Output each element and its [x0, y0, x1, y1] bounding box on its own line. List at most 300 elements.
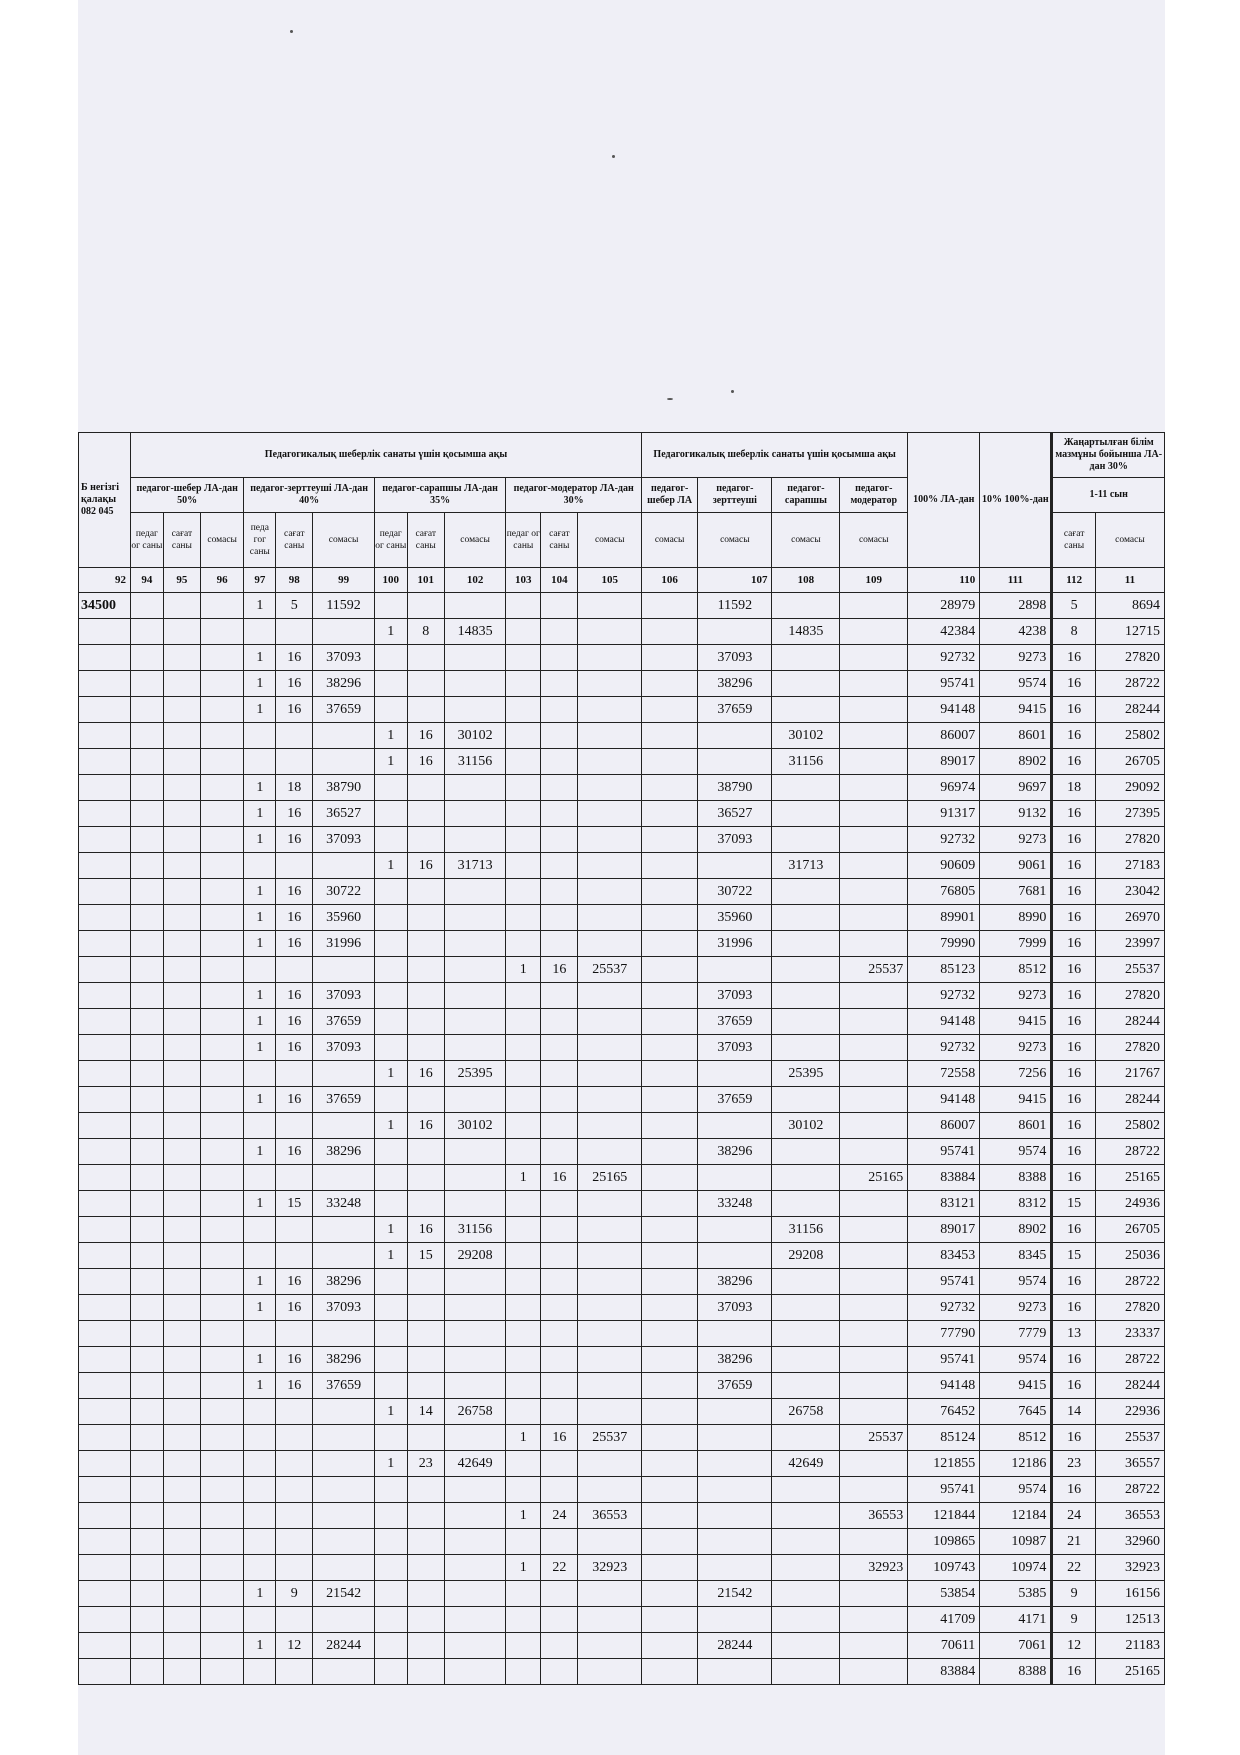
table-cell: 9273 [980, 983, 1052, 1009]
table-cell: 86007 [908, 1113, 980, 1139]
table-cell: 24936 [1095, 1191, 1164, 1217]
table-cell [444, 1295, 506, 1321]
table-cell: 28722 [1095, 1139, 1164, 1165]
table-cell: 23997 [1095, 931, 1164, 957]
table-cell: 16 [1052, 931, 1095, 957]
table-cell: 21183 [1095, 1633, 1164, 1659]
table-cell [276, 1555, 313, 1581]
table-cell [200, 1503, 243, 1529]
table-cell [506, 1633, 541, 1659]
table-cell: 9697 [980, 775, 1052, 801]
table-cell [840, 1659, 908, 1685]
table-cell [244, 1321, 276, 1347]
table-cell: 9132 [980, 801, 1052, 827]
table-cell: 7681 [980, 879, 1052, 905]
table-cell [163, 1321, 200, 1347]
header-hours: сағат саны [1052, 513, 1095, 568]
table-cell [772, 671, 840, 697]
table-cell [200, 1581, 243, 1607]
table-cell [163, 1555, 200, 1581]
table-cell [407, 697, 444, 723]
table-cell: 26705 [1095, 749, 1164, 775]
table-cell: 27820 [1095, 983, 1164, 1009]
table-cell [163, 1425, 200, 1451]
table-cell [79, 671, 131, 697]
table-cell [244, 749, 276, 775]
table-cell [840, 697, 908, 723]
header-b-sarapshy: педагог-сарапшы [772, 478, 840, 513]
table-cell [541, 931, 578, 957]
table-cell: 16 [276, 801, 313, 827]
table-cell [79, 723, 131, 749]
table-cell: 94148 [908, 1087, 980, 1113]
table-row [79, 1607, 1165, 1633]
table-cell: 9574 [980, 1269, 1052, 1295]
table-cell [698, 619, 772, 645]
table-cell: 8 [1052, 619, 1095, 645]
table-cell [200, 1243, 243, 1269]
header-amount: сомасы [1095, 513, 1164, 568]
header-base-salary: Б негізгі қалақы 082 045 [79, 433, 131, 568]
table-cell [130, 645, 163, 671]
table-cell [79, 1061, 131, 1087]
table-cell [444, 697, 506, 723]
table-cell [163, 853, 200, 879]
table-cell [642, 1217, 698, 1243]
table-cell [200, 1425, 243, 1451]
table-cell [200, 1633, 243, 1659]
table-cell: 10987 [980, 1529, 1052, 1555]
table-cell [244, 1113, 276, 1139]
table-cell [244, 1477, 276, 1503]
table-cell [200, 1321, 243, 1347]
table-cell [313, 1659, 375, 1685]
table-cell [200, 1295, 243, 1321]
table-cell [444, 1269, 506, 1295]
table-cell [79, 749, 131, 775]
table-cell [840, 1035, 908, 1061]
table-cell [130, 1659, 163, 1685]
table-cell [444, 801, 506, 827]
table-cell [444, 1191, 506, 1217]
table-cell [79, 1087, 131, 1113]
table-cell [130, 1139, 163, 1165]
table-cell [578, 723, 642, 749]
table-cell [130, 1555, 163, 1581]
table-cell: 53854 [908, 1581, 980, 1607]
table-cell: 28722 [1095, 671, 1164, 697]
table-cell [840, 671, 908, 697]
table-cell: 21542 [313, 1581, 375, 1607]
table-cell [642, 723, 698, 749]
table-cell [130, 1009, 163, 1035]
table-cell: 9415 [980, 1009, 1052, 1035]
table-row [79, 1425, 1165, 1451]
header-sarapshy: педагог-сарапшы ЛА-дан 35% [374, 478, 505, 513]
table-cell [506, 827, 541, 853]
table-cell [313, 1217, 375, 1243]
table-cell [840, 1477, 908, 1503]
column-number: 105 [578, 568, 642, 593]
table-cell: 1 [244, 645, 276, 671]
table-cell [578, 1191, 642, 1217]
table-cell [541, 879, 578, 905]
table-cell: 16 [1052, 1425, 1095, 1451]
table-cell [374, 1633, 407, 1659]
table-cell [244, 1061, 276, 1087]
table-row [79, 749, 1165, 775]
table-cell [374, 1321, 407, 1347]
table-cell: 109743 [908, 1555, 980, 1581]
table-cell: 91317 [908, 801, 980, 827]
table-cell: 36553 [1095, 1503, 1164, 1529]
table-cell [130, 723, 163, 749]
table-cell [200, 1477, 243, 1503]
header-b-moderator: педагог-модератор [840, 478, 908, 513]
table-cell [506, 1217, 541, 1243]
table-cell [541, 1217, 578, 1243]
table-cell [444, 1633, 506, 1659]
table-cell [79, 1477, 131, 1503]
table-cell [374, 671, 407, 697]
table-cell [163, 1581, 200, 1607]
table-cell [79, 1009, 131, 1035]
table-cell: 79990 [908, 931, 980, 957]
table-row [79, 905, 1165, 931]
table-cell [200, 775, 243, 801]
table-cell [642, 1451, 698, 1477]
table-cell: 23 [1052, 1451, 1095, 1477]
table-cell: 16 [1052, 1295, 1095, 1321]
table-cell [374, 1191, 407, 1217]
table-cell: 21542 [698, 1581, 772, 1607]
table-cell [79, 1165, 131, 1191]
table-cell [200, 1087, 243, 1113]
table-cell: 9 [1052, 1607, 1095, 1633]
table-cell: 27820 [1095, 1035, 1164, 1061]
table-cell [79, 1633, 131, 1659]
table-cell [772, 1165, 840, 1191]
table-cell [163, 1087, 200, 1113]
table-cell: 35960 [313, 905, 375, 931]
table-cell: 36527 [313, 801, 375, 827]
table-cell [79, 931, 131, 957]
table-cell: 37659 [698, 697, 772, 723]
table-cell [578, 1321, 642, 1347]
table-cell [578, 1009, 642, 1035]
table-cell [506, 775, 541, 801]
table-cell [79, 1295, 131, 1321]
table-cell [130, 1529, 163, 1555]
table-cell [79, 1139, 131, 1165]
table-cell [79, 1321, 131, 1347]
table-cell: 38790 [313, 775, 375, 801]
table-cell [698, 723, 772, 749]
table-row [79, 1659, 1165, 1685]
table-cell [407, 1191, 444, 1217]
table-cell: 31156 [444, 749, 506, 775]
table-cell [840, 801, 908, 827]
table-cell: 7645 [980, 1399, 1052, 1425]
table-cell [130, 853, 163, 879]
table-cell [772, 1295, 840, 1321]
table-cell [698, 749, 772, 775]
table-cell: 9 [1052, 1581, 1095, 1607]
table-cell [772, 1035, 840, 1061]
table-cell: 1 [244, 1373, 276, 1399]
table-cell [444, 1659, 506, 1685]
table-cell [407, 931, 444, 957]
table-cell [200, 1659, 243, 1685]
table-cell [407, 983, 444, 1009]
table-cell [163, 1633, 200, 1659]
table-cell: 1 [244, 1347, 276, 1373]
table-cell [642, 801, 698, 827]
table-cell [578, 775, 642, 801]
table-cell [163, 1009, 200, 1035]
table-row [79, 1581, 1165, 1607]
table-cell: 28722 [1095, 1347, 1164, 1373]
table-cell: 16 [276, 645, 313, 671]
table-cell [642, 593, 698, 619]
table-cell [444, 1503, 506, 1529]
table-cell [163, 671, 200, 697]
table-cell [541, 983, 578, 1009]
table-cell [541, 1139, 578, 1165]
table-cell: 1 [244, 1191, 276, 1217]
table-cell [772, 1503, 840, 1529]
table-cell [313, 1425, 375, 1451]
table-cell [163, 1451, 200, 1477]
table-cell [642, 619, 698, 645]
table-cell: 31156 [772, 1217, 840, 1243]
table-cell: 95741 [908, 1269, 980, 1295]
table-cell: 16 [276, 671, 313, 697]
table-cell: 1 [244, 931, 276, 957]
table-cell [374, 645, 407, 671]
table-cell [642, 1347, 698, 1373]
table-cell: 1 [244, 905, 276, 931]
table-cell: 9415 [980, 1373, 1052, 1399]
table-cell: 14 [407, 1399, 444, 1425]
table-cell [840, 593, 908, 619]
table-cell [578, 749, 642, 775]
table-cell [374, 1087, 407, 1113]
table-cell [79, 1399, 131, 1425]
table-cell: 38296 [698, 1269, 772, 1295]
table-cell [840, 1633, 908, 1659]
table-cell: 37093 [313, 827, 375, 853]
table-cell [163, 1035, 200, 1061]
table-cell: 4171 [980, 1607, 1052, 1633]
table-cell: 1 [244, 1581, 276, 1607]
table-cell [130, 619, 163, 645]
table-row [79, 1503, 1165, 1529]
table-cell [444, 1009, 506, 1035]
table-cell [578, 1295, 642, 1321]
table-cell [772, 1425, 840, 1451]
table-cell: 92732 [908, 1035, 980, 1061]
table-cell [772, 801, 840, 827]
table-cell: 83884 [908, 1659, 980, 1685]
table-cell: 37093 [698, 827, 772, 853]
table-cell [578, 697, 642, 723]
table-cell: 31156 [444, 1217, 506, 1243]
table-cell [444, 1165, 506, 1191]
table-cell [772, 931, 840, 957]
column-number: 104 [541, 568, 578, 593]
table-cell [578, 1061, 642, 1087]
table-cell: 18 [276, 775, 313, 801]
column-number: 11 [1095, 568, 1164, 593]
table-cell [79, 1269, 131, 1295]
table-cell [200, 1347, 243, 1373]
table-cell: 24 [1052, 1503, 1095, 1529]
table-cell [840, 1113, 908, 1139]
table-row [79, 931, 1165, 957]
table-cell: 25537 [840, 957, 908, 983]
table-cell: 31713 [772, 853, 840, 879]
table-cell: 38296 [313, 1269, 375, 1295]
table-cell [506, 697, 541, 723]
table-cell: 8388 [980, 1659, 1052, 1685]
table-cell [407, 1035, 444, 1061]
table-cell [374, 1295, 407, 1321]
table-cell [276, 1321, 313, 1347]
table-cell: 26758 [444, 1399, 506, 1425]
table-cell [642, 697, 698, 723]
table-cell [772, 1009, 840, 1035]
table-cell [276, 1607, 313, 1633]
table-cell [840, 931, 908, 957]
table-cell: 16 [407, 723, 444, 749]
table-cell: 37093 [313, 983, 375, 1009]
table-cell: 1 [374, 1217, 407, 1243]
table-cell: 16 [1052, 1217, 1095, 1243]
table-cell [407, 775, 444, 801]
table-cell [163, 1113, 200, 1139]
table-cell [698, 853, 772, 879]
table-cell [130, 1373, 163, 1399]
table-cell [130, 1295, 163, 1321]
table-cell [313, 723, 375, 749]
table-cell [698, 1217, 772, 1243]
table-cell [276, 749, 313, 775]
table-cell: 42384 [908, 619, 980, 645]
table-row [79, 1529, 1165, 1555]
table-cell: 12184 [980, 1503, 1052, 1529]
table-cell [642, 775, 698, 801]
table-cell [506, 1009, 541, 1035]
table-cell [541, 1061, 578, 1087]
table-cell: 16 [1052, 749, 1095, 775]
table-cell [698, 1165, 772, 1191]
table-cell: 25537 [1095, 1425, 1164, 1451]
table-cell: 16 [276, 905, 313, 931]
table-cell: 30102 [444, 723, 506, 749]
table-cell [130, 1269, 163, 1295]
table-cell: 1 [374, 1451, 407, 1477]
table-cell: 9574 [980, 1347, 1052, 1373]
table-cell [444, 931, 506, 957]
table-cell [642, 1295, 698, 1321]
table-cell [407, 1321, 444, 1347]
table-cell [200, 619, 243, 645]
table-cell: 9574 [980, 671, 1052, 697]
table-cell: 38296 [313, 1347, 375, 1373]
table-cell [578, 1087, 642, 1113]
table-cell [772, 775, 840, 801]
table-cell [130, 1581, 163, 1607]
table-cell [374, 931, 407, 957]
table-cell [163, 697, 200, 723]
table-cell [541, 593, 578, 619]
table-cell [444, 671, 506, 697]
table-cell [642, 1321, 698, 1347]
table-cell [130, 749, 163, 775]
table-cell: 25165 [840, 1165, 908, 1191]
table-cell [840, 1347, 908, 1373]
table-cell [200, 983, 243, 1009]
table-cell [313, 853, 375, 879]
table-cell: 25802 [1095, 1113, 1164, 1139]
table-cell: 89017 [908, 749, 980, 775]
table-cell [578, 1529, 642, 1555]
table-cell [163, 1191, 200, 1217]
table-cell [642, 931, 698, 957]
table-cell [642, 1035, 698, 1061]
table-cell: 37093 [313, 1295, 375, 1321]
table-row [79, 697, 1165, 723]
table-cell [506, 801, 541, 827]
table-cell: 83121 [908, 1191, 980, 1217]
table-cell [578, 801, 642, 827]
table-cell [79, 1581, 131, 1607]
table-cell [130, 1347, 163, 1373]
table-cell [163, 1139, 200, 1165]
table-row [79, 1113, 1165, 1139]
table-cell: 31996 [698, 931, 772, 957]
table-cell [840, 1373, 908, 1399]
table-cell [772, 1191, 840, 1217]
table-cell [840, 879, 908, 905]
table-cell [130, 983, 163, 1009]
table-row [79, 1009, 1165, 1035]
table-cell: 42649 [444, 1451, 506, 1477]
table-cell: 1 [374, 1061, 407, 1087]
table-cell [79, 1659, 131, 1685]
table-cell: 92732 [908, 983, 980, 1009]
table-row [79, 1139, 1165, 1165]
table-cell: 89017 [908, 1217, 980, 1243]
table-cell: 94148 [908, 697, 980, 723]
table-cell [163, 1399, 200, 1425]
table-cell [578, 645, 642, 671]
column-number: 112 [1052, 568, 1095, 593]
table-cell [506, 931, 541, 957]
table-cell [79, 853, 131, 879]
table-cell [772, 593, 840, 619]
table-cell [407, 1087, 444, 1113]
table-cell: 34500 [79, 593, 131, 619]
table-cell [244, 1217, 276, 1243]
header-amount: сомасы [578, 513, 642, 568]
table-cell [163, 983, 200, 1009]
table-cell [840, 645, 908, 671]
table-cell [374, 983, 407, 1009]
table-cell [313, 1555, 375, 1581]
table-cell: 16 [1052, 801, 1095, 827]
